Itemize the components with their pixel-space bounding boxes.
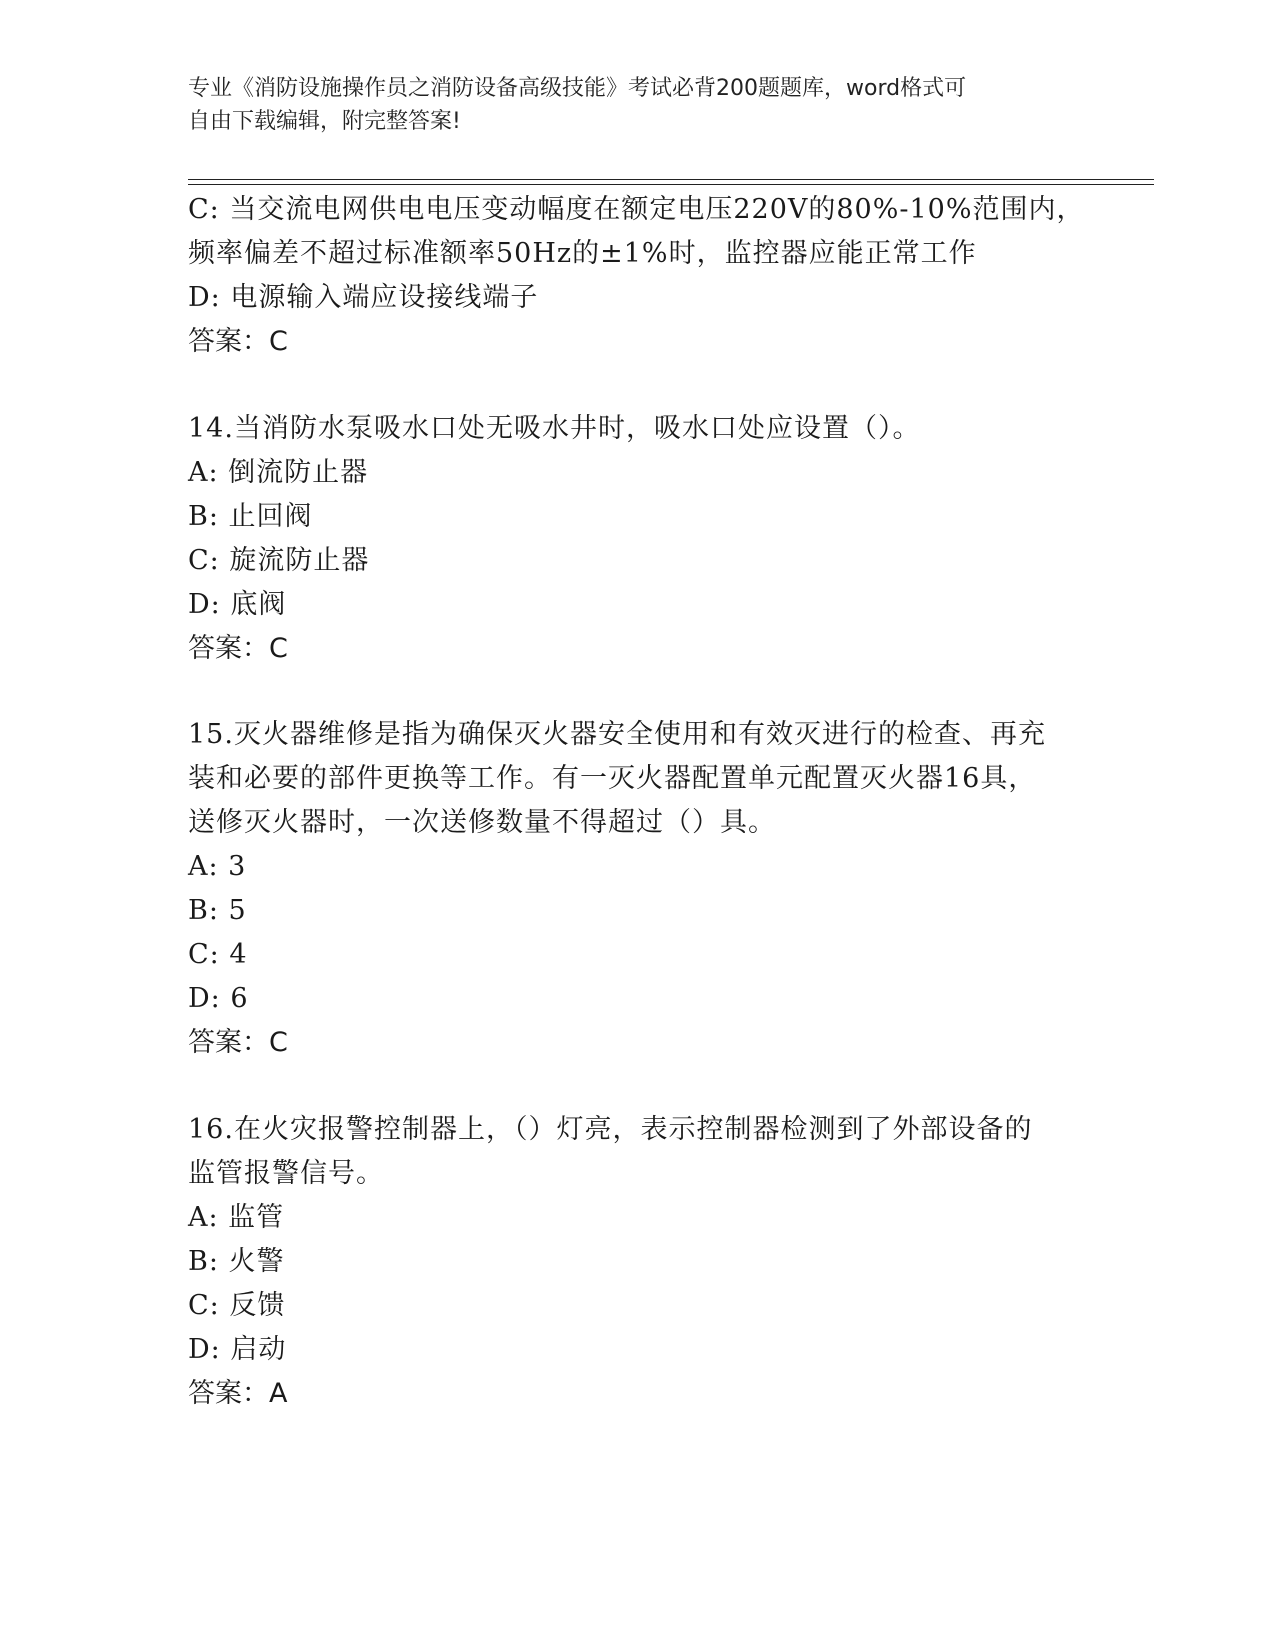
q14-option-d: D: 底阀 [188, 589, 287, 620]
q14-stem: 14.当消防水泵吸水口处无吸水井时，吸水口处应设置（）。 [188, 413, 921, 444]
q15-option-b: B: 5 [188, 895, 247, 926]
q16-stem-line-1: 16.在火灾报警控制器上，（）灯亮，表示控制器检测到了外部设备的 [188, 1114, 1033, 1145]
q15-stem-line-3: 送修灭火器时，一次送修数量不得超过（）具。 [188, 807, 776, 838]
q16-answer: 答案：A [188, 1378, 288, 1409]
q15-option-c: C: 4 [188, 939, 248, 970]
q13-option-d: D: 电源输入端应设接线端子 [188, 282, 539, 313]
q14-option-b: B: 止回阀 [188, 501, 313, 532]
document-header [188, 72, 1068, 138]
q15-stem-line-1: 15.灭火器维修是指为确保灭火器安全使用和有效灭进行的检查、再充 [188, 719, 1046, 750]
q15-stem-line-2: 装和必要的部件更换等工作。有一灭火器配置单元配置灭火器16具， [188, 763, 1037, 794]
header-divider-bottom [188, 184, 1154, 185]
q16-option-c: C: 反馈 [188, 1290, 286, 1321]
q13-option-c-line-2: 频率偏差不超过标准额率50Hz的±1%时，监控器应能正常工作 [188, 238, 977, 269]
q13-option-c-line-1: C: 当交流电网供电电压变动幅度在额定电压220V的80%-10%范围内， [188, 194, 1085, 225]
header-line-1: 专业《消防设施操作员之消防设备高级技能》考试必背200题题库，word格式可 [188, 76, 967, 101]
q15-answer: 答案：C [188, 1027, 288, 1058]
q14-option-a: A: 倒流防止器 [188, 457, 369, 488]
q13-answer: 答案：C [188, 326, 288, 357]
q16-stem-line-2: 监管报警信号。 [188, 1158, 384, 1189]
q15-option-a: A: 3 [188, 851, 247, 882]
q14-answer: 答案：C [188, 633, 288, 664]
header-line-2: 自由下载编辑，附完整答案! [188, 109, 461, 134]
q16-option-b: B: 火警 [188, 1246, 285, 1277]
q16-option-a: A: 监管 [188, 1202, 285, 1233]
header-divider-top [188, 179, 1154, 180]
q16-option-d: D: 启动 [188, 1334, 287, 1365]
q15-option-d: D: 6 [188, 983, 249, 1014]
q14-option-c: C: 旋流防止器 [188, 545, 370, 576]
